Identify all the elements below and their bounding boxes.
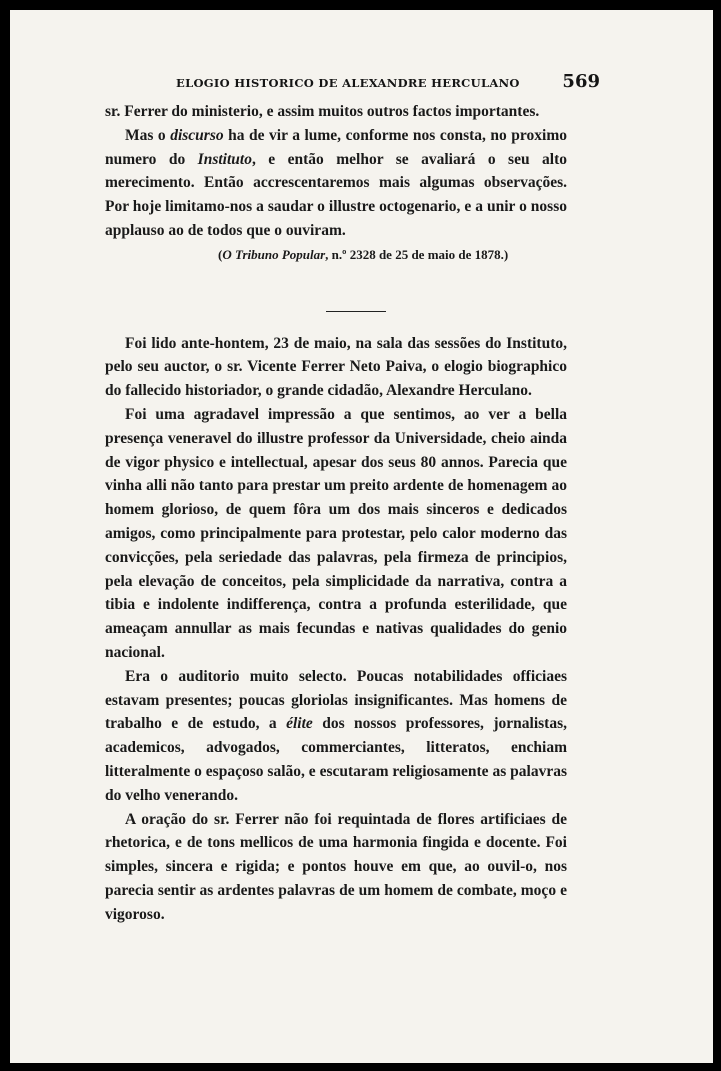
paragraph: Foi lido ante-hontem, 23 de maio, na sala das sessões do Instituto, pelo seu auctor, o sr. Vicente Ferrer Neto Paiva, o elogio biographico do fallecido historiador, o grande cidadão, Alexandre Herculano. [105,334,567,400]
paragraph: Era o auditorio muito selecto. Poucas notabilidades officiaes estavam presentes; poucas gloriolas insignificantes. Mas homens de trabalho e de estudo, a élite dos nossos professores, jornalistas, academicos, advogados, commerciantes, litteratos, enchiam litteralmente o espaçoso salão, e escutaram religiosamente as palavras do velho venerando. [105,667,567,804]
section-divider [326,311,386,312]
page-header [110,70,600,94]
running-title: ELOGIO HISTORICO DE ALEXANDRE HERCULANO [176,76,520,90]
paragraph: Foi uma agradavel impressão a que sentimos, ao ver a bella presença veneravel do illustre professor da Universidade, cheio ainda de vigor physico e intellectual, apesar dos seus 80 annos. Parecia que vinha alli não tanto para prestar um preito ardente de homenagem ao homem glorioso, de quem fôra um dos mais sinceros e dedicados amigos, como principalmente para protestar, pelo calor moderno das convicções, pela seriedade das palavras, pela firmeza de principios, pela elevação de conceitos, pela simplicidade da narrativa, contra a tibia e indolente indifferença, contra a profunda esterilidade, que ameaçam annullar as mais fecundas e nativas qualidades do genio nacional. [105,405,567,661]
paragraph: Mas o discurso ha de vir a lume, conforme nos consta, no proximo numero do Instituto, e então melhor se avaliará o seu alto merecimento. Então accrescentaremos mais algumas observações. Por hoje limitamo-nos a saudar o illustre octogenario, e a unir o nosso applauso ao de todos que o ouviram. [105,126,567,239]
book-page [10,10,713,1063]
paragraph: sr. Ferrer do ministerio, e assim muitos outros factos importantes. [105,103,540,120]
paragraph: A oração do sr. Ferrer não foi requintada de flores artificiaes de rhetorica, e de tons mellicos de uma harmonia fingida e docente. Foi simples, sincera e rigida; e pontos houve em que, ao ouvil-o, nos parecia sentir as ardentes palavras de um homem de combate, moço e vigoroso. [105,810,567,923]
page-number: 569 [562,71,600,92]
newspaper-citation: (O Tribuno Popular, n.º 2328 de 25 de maio de 1878.) [218,246,509,262]
body-text [105,100,567,927]
